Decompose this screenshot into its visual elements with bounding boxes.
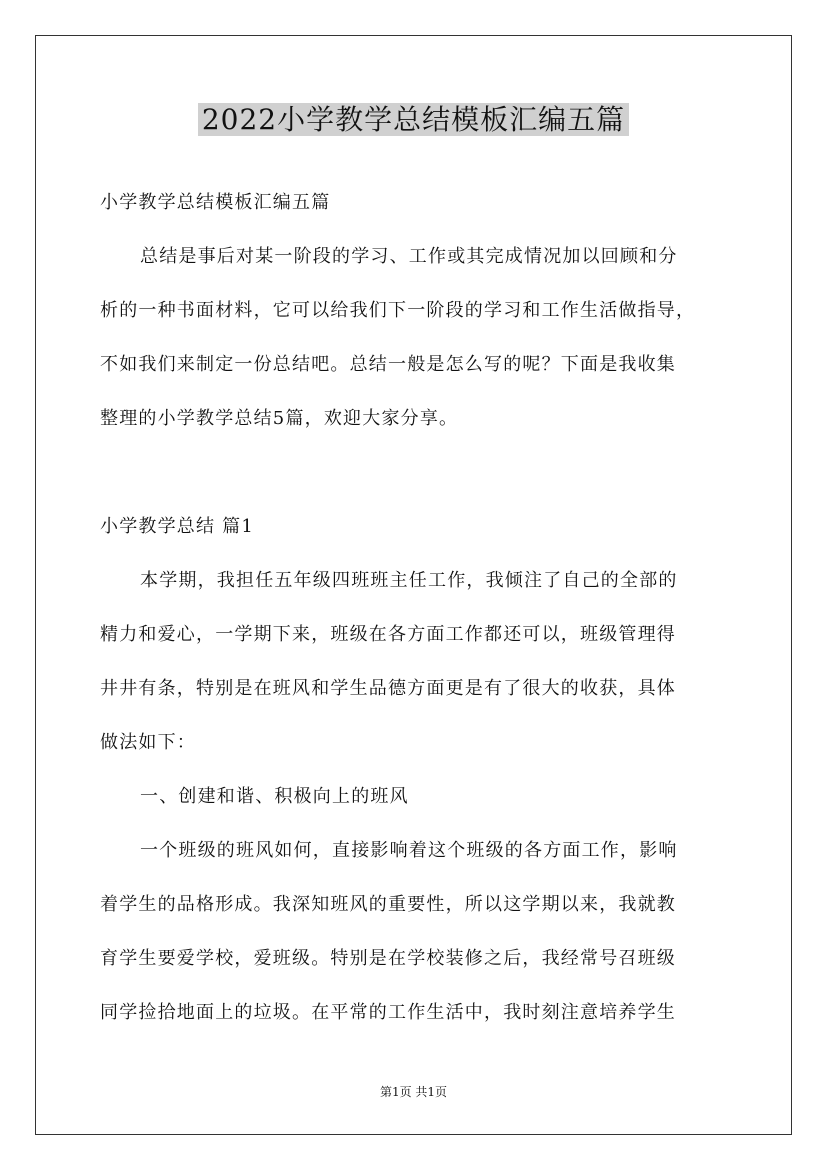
body-line-3: 育学生要爱学校，爱班级。特别是在学校装修之后，我经常号召班级 <box>100 948 676 969</box>
section-line-4: 做法如下： <box>100 732 196 753</box>
intro-line-2: 析的一种书面材料，它可以给我们下一阶段的学习和工作生活做指导， <box>100 300 696 321</box>
intro-line-1: 总结是事后对某一阶段的学习、工作或其完成情况加以回顾和分 <box>140 246 678 267</box>
document-body <box>100 176 730 1040</box>
section-line-3: 井井有条，特别是在班风和学生品德方面更是有了很大的收获，具体 <box>100 678 676 699</box>
intro-line-4: 整理的小学教学总结5篇，欢迎大家分享。 <box>100 408 459 429</box>
document-title <box>0 100 827 140</box>
title-text: 2022小学教学总结模板汇编五篇 <box>198 103 629 136</box>
subtitle: 小学教学总结模板汇编五篇 <box>100 192 331 213</box>
body-line-2: 着学生的品格形成。我深知班风的重要性，所以这学期以来，我就教 <box>100 894 676 915</box>
subheading: 一、创建和谐、积极向上的班风 <box>140 786 409 807</box>
paragraph-gap <box>100 446 730 500</box>
page-footer: 第1页 共1页 <box>379 1085 448 1099</box>
section-line-2: 精力和爱心，一学期下来，班级在各方面工作都还可以，班级管理得 <box>100 624 676 645</box>
section-line-1: 本学期，我担任五年级四班班主任工作，我倾注了自己的全部的 <box>140 570 678 591</box>
body-line-4: 同学捡拾地面上的垃圾。在平常的工作生活中，我时刻注意培养学生 <box>100 1002 676 1023</box>
intro-line-3: 不如我们来制定一份总结吧。总结一般是怎么写的呢？下面是我收集 <box>100 354 676 375</box>
section-heading: 小学教学总结 篇1 <box>100 516 254 537</box>
body-line-1: 一个班级的班风如何，直接影响着这个班级的各方面工作，影响 <box>140 840 678 861</box>
